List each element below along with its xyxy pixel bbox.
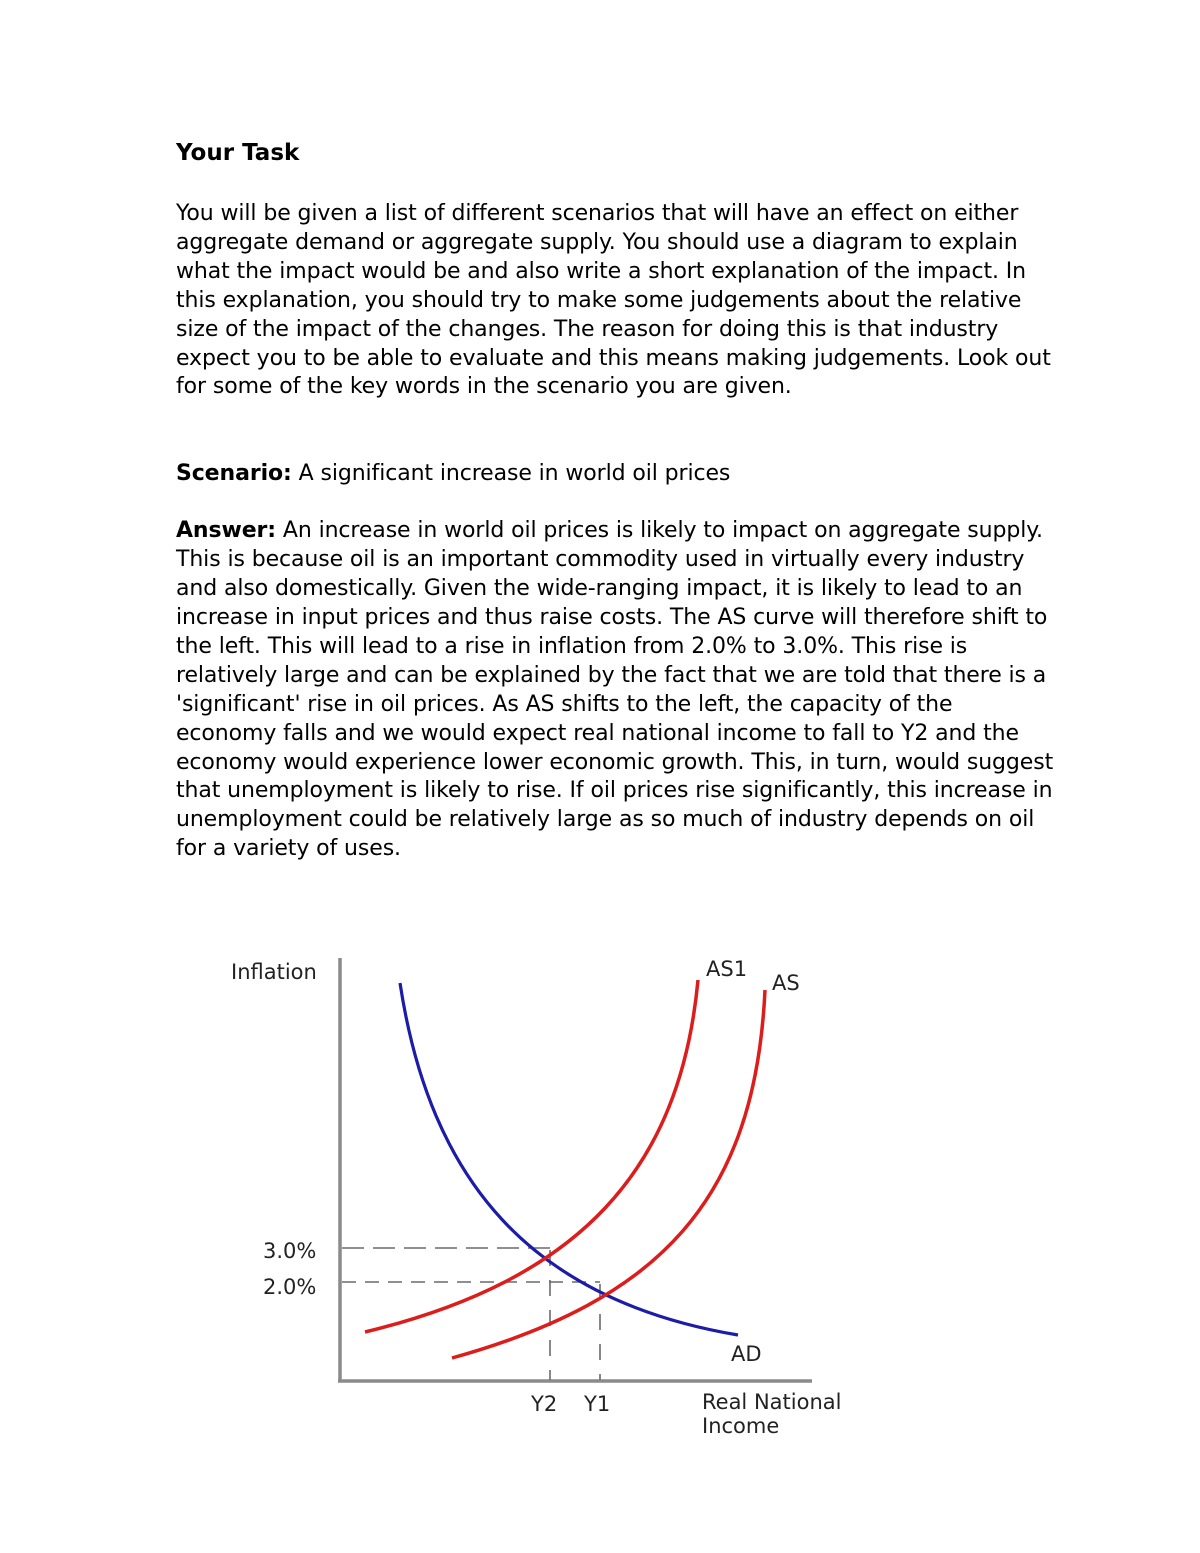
tick-2-percent: 2.0% — [263, 1275, 317, 1299]
ad-label: AD — [731, 1342, 762, 1366]
as-curve — [452, 990, 765, 1358]
tick-y1: Y1 — [584, 1392, 611, 1416]
scenario-text: A significant increase in world oil prices — [291, 461, 731, 487]
tick-y2: Y2 — [531, 1392, 558, 1416]
ad-curve — [400, 983, 738, 1335]
as1-curve — [365, 980, 698, 1332]
intro-paragraph: You will be given a list of different scenarios that will have an effect on either aggregate demand or aggregate supply. You should use a diagram to explain what the impact would be and also write a short explanation of the impact. In this explanation, you should try to make some judgements about the relative size of the impact of the changes. The reason for doing this is that industry expect you to be able to evaluate and this means making judgements. Look out for some of the key words in the scenario you are given. — [176, 201, 1051, 400]
scenario-label: Scenario: — [176, 461, 292, 487]
x-axis-label-line2: Income — [702, 1414, 780, 1438]
y-axis-label: Inflation — [231, 960, 317, 984]
task-heading: Your Task — [176, 140, 300, 166]
answer-label: Answer: — [176, 518, 276, 544]
as1-label: AS1 — [706, 957, 748, 981]
as-label: AS — [772, 971, 800, 995]
tick-3-percent: 3.0% — [263, 1239, 317, 1263]
x-axis-label-line1: Real National — [702, 1390, 842, 1414]
answer-text: An increase in world oil prices is likely to impact on aggregate supply. This is because oil is an important commodity used in virtually every industry and also domestically. Given the wide-ranging impact, it is likely to lead to an increase in input prices and thus raise costs. The AS curve will therefore shift to the left. This will lead to a rise in inflation from 2.0% to 3.0%. This rise is relatively large and can be explained by the fact that we are told that there is a 'significant' rise in oil prices. As AS shifts to the left, the capacity of the economy falls and we would expect real national income to fall to Y2 and the economy would experience lower economic growth. This, in turn, would suggest that unemployment is likely to rise. If oil prices rise significantly, this increase in unemployment could be relatively large as so much of industry depends on oil for a variety of uses. — [176, 518, 1054, 862]
